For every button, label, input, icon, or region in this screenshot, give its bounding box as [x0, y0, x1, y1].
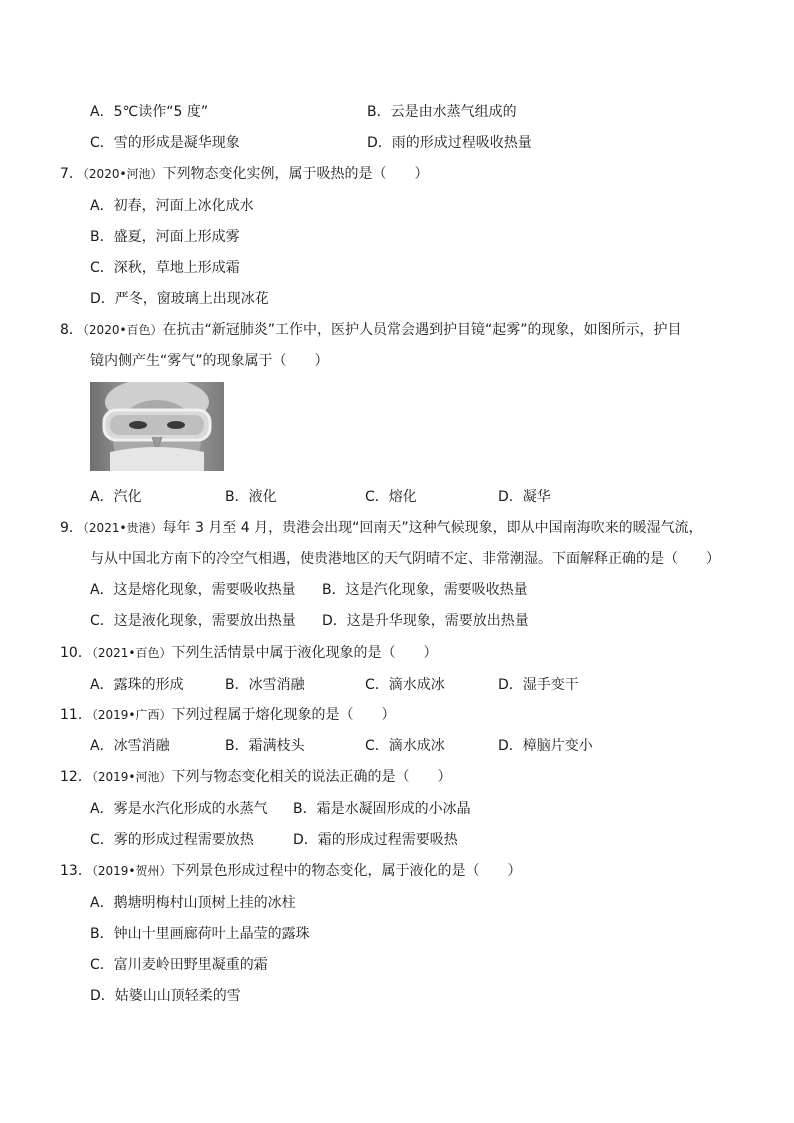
question-text: 下列与物态变化相关的说法正确的是（ ） [171, 769, 452, 785]
q12-option-b: B．霜是水凝固形成的小冰晶 [293, 801, 471, 817]
q12-option-c: C．雾的形成过程需要放热 [90, 832, 254, 848]
q10-option-b: B．冰雪消融 [225, 677, 305, 693]
q9-option-b: B．这是汽化现象，需要吸收热量 [322, 582, 528, 598]
question-source: （2020•百色） [82, 323, 163, 337]
question-text: 下列景色形成过程中的物态变化，属于液化的是（ ） [171, 863, 522, 879]
q10-option-a: A．露珠的形成 [90, 677, 184, 693]
q11-option-b: B．霜满枝头 [225, 738, 305, 754]
question-source: （2019•贺州） [91, 864, 172, 878]
q12-option-a: A．雾是水汽化形成的水蒸气 [90, 801, 268, 817]
q11-option-c: C．滴水成冰 [365, 738, 445, 754]
question-number: 9． [60, 520, 83, 536]
question-number: 13． [60, 863, 92, 879]
q9-option-a: A．这是熔化现象，需要吸收热量 [90, 582, 296, 598]
q13-option-c: C．富川麦岭田野里凝重的霜 [90, 957, 268, 973]
q7-stem [60, 164, 429, 184]
q7-option-a: A．初春，河面上冰化成水 [90, 198, 254, 214]
q7-option-d: D．严冬，窗玻璃上出现冰花 [90, 291, 269, 307]
q9-stem-line1 [60, 518, 703, 538]
question-text: 下列生活情景中属于液化现象的是（ ） [171, 645, 438, 661]
q11-stem [60, 705, 395, 725]
q13-option-b: B．钟山十里画廊荷叶上晶莹的露珠 [90, 926, 310, 942]
q10-option-d: D．湿手变干 [498, 677, 579, 693]
question-source: （2019•广西） [91, 708, 172, 722]
goggles-photo-drawing [90, 382, 224, 471]
q11-option-a: A．冰雪消融 [90, 738, 170, 754]
question-number: 11． [60, 707, 92, 723]
question-number: 12． [60, 769, 92, 785]
q8-option-a: A．汽化 [90, 489, 142, 505]
q13-option-a: A．鹅塘明梅村山顶树上挂的冰柱 [90, 895, 296, 911]
question-source: （2021•百色） [91, 646, 172, 660]
q12-stem [60, 767, 451, 787]
q7-option-c: C．深秋，草地上形成霜 [90, 260, 240, 276]
q8-stem-line1 [60, 320, 682, 340]
q8-option-c: C．熔化 [365, 489, 417, 505]
question-number: 10． [60, 645, 92, 661]
question-number: 7． [60, 166, 83, 182]
q10-stem [60, 643, 437, 663]
question-text: 在抗击“新冠肺炎”工作中，医护人员常会遇到护目镜“起雾”的现象，如图所示，护目 [162, 322, 682, 338]
q9-option-c: C．这是液化现象，需要放出热量 [90, 613, 296, 629]
question-text: 每年 3 月至 4 月，贵港会出现“回南天”这种气候现象，即从中国南海吹来的暖湿气流， [162, 520, 703, 536]
question-number: 8． [60, 322, 83, 338]
q9-stem-line2: 与从中国北方南下的冷空气相遇，使贵港地区的天气阴晴不定、非常潮湿。下面解释正确的是（ ） [90, 551, 720, 567]
q6-option-c: C．雪的形成是凝华现象 [90, 135, 240, 151]
q9-option-d: D．这是升华现象，需要放出热量 [322, 613, 529, 629]
q11-option-d: D．樟脑片变小 [498, 738, 593, 754]
question-source: （2019•河池） [91, 770, 172, 784]
q13-stem [60, 861, 521, 881]
question-source: （2021•贵港） [82, 521, 163, 535]
q8-stem-line2: 镜内侧产生“雾气”的现象属于（ ） [90, 353, 329, 369]
question-source: （2020•河池） [82, 167, 163, 181]
q6-option-d: D．雨的形成过程吸收热量 [367, 135, 532, 151]
q6-option-b: B．云是由水蒸气组成的 [367, 104, 517, 120]
question-text: 下列过程属于熔化现象的是（ ） [171, 707, 396, 723]
q10-option-c: C．滴水成冰 [365, 677, 445, 693]
q8-option-b: B．液化 [225, 489, 277, 505]
question-text: 下列物态变化实例，属于吸热的是（ ） [162, 166, 429, 182]
q8-option-d: D．凝华 [498, 489, 551, 505]
goggles-photo [90, 382, 224, 471]
q13-option-d: D．姑婆山山顶轻柔的雪 [90, 988, 241, 1004]
q6-option-a: A．5℃读作“5 度” [90, 104, 209, 120]
q7-option-b: B．盛夏，河面上形成雾 [90, 229, 240, 245]
q12-option-d: D．霜的形成过程需要吸热 [293, 832, 458, 848]
